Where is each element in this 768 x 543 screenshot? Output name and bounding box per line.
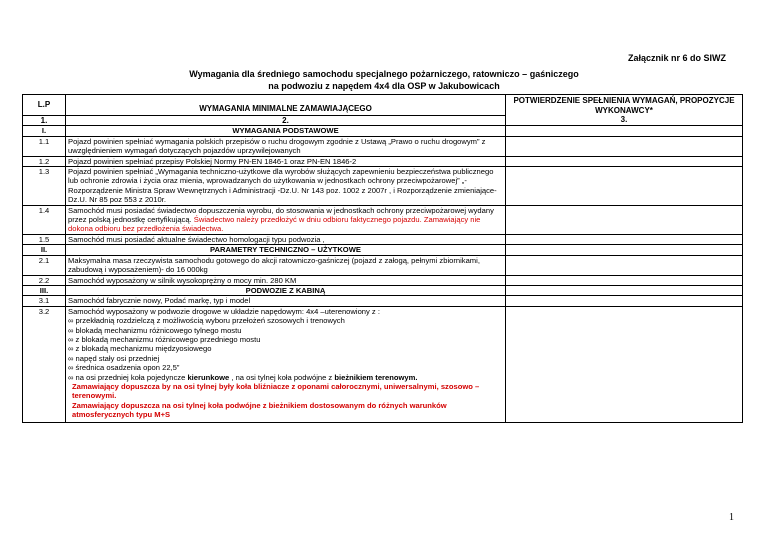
list-item: ∞ napęd stały osi przedniej — [68, 353, 160, 363]
section-title: WYMAGANIA PODSTAWOWE — [66, 126, 506, 136]
list-item: ∞ na osi przedniej koła pojedyncze kierunkowe , na osi tylnej koła podwójne z bieżnikiem terenowym. — [68, 372, 418, 382]
section-row — [23, 126, 743, 136]
table-row — [23, 306, 743, 422]
requirements-table — [22, 94, 743, 423]
row-number: 1.3 — [23, 167, 66, 206]
answer-cell[interactable] — [506, 306, 743, 422]
row-number: 1.5 — [23, 234, 66, 244]
row-requirement — [66, 306, 506, 422]
bullet-icon: ∞ — [68, 344, 74, 354]
answer-cell[interactable] — [506, 156, 743, 166]
allowance-note-2: Zamawiający dopuszcza na osi tylnej koła podwójne z bieżnikiem dostosowanym do różnych warunków atmosferycznych typu M+S — [72, 400, 447, 420]
page-number: 1 — [729, 512, 734, 523]
section-title: PODWOZIE Z KABINĄ — [66, 285, 506, 295]
row-requirement: Pojazd powinien spełniać „Wymagania techniczno-użytkowe dla wyrobów służących zapewnieniu bezpieczeństwa publicznego lub ochronie zdrowia i życia oraz mienia, wprowadzanych do użytkowania w jednostkach ochrony przeciwpożarowej” „-Rozporządzenie Ministra Spraw Wewnętrznych i Administracji -Dz.U. Nr 143 poz. 1002 z 2007r , i Rozporządzenie zmieniające-Dz.U. Nr 85 poz 553 z 2010r. — [66, 167, 506, 206]
row-number: 1.1 — [23, 136, 66, 156]
table-row — [23, 255, 743, 275]
list-item: ∞ blokadą mechanizmu różnicowego tylnego mostu — [68, 325, 242, 335]
bullet-icon: ∞ — [68, 372, 74, 382]
table-row — [23, 136, 743, 156]
row-requirement — [66, 205, 506, 234]
bullet-icon: ∞ — [68, 334, 74, 344]
answer-cell[interactable] — [506, 275, 743, 285]
certificate-note: Świadectwo należy przedłożyć w dniu odbioru faktycznego pojazdu. Zamawiający nie dokona odbioru bez przedłożenia świadectwa. — [68, 215, 481, 234]
bullet-icon: ∞ — [68, 363, 74, 373]
section-number: III. — [23, 285, 66, 295]
bullet-icon: ∞ — [68, 353, 74, 363]
section-row — [23, 245, 743, 255]
row-requirement: Pojazd powinien spełniać wymagania polskich przepisów o ruchu drogowym zgodnie z Ustawą „Prawo o ruchu drogowym” z uwzględnieniem wymagań dotyczących pojazdów uprzywilejowanych — [66, 136, 506, 156]
answer-cell[interactable] — [506, 167, 743, 206]
header-col1-number: 1. — [23, 116, 66, 126]
section-number: I. — [23, 126, 66, 136]
section-row — [23, 285, 743, 295]
table-row — [23, 234, 743, 244]
list-item: ∞ z blokadą mechanizmu różnicowego przedniego mostu — [68, 334, 261, 344]
bullet-icon: ∞ — [68, 325, 74, 335]
header-lp: L.P — [23, 95, 66, 116]
row-requirement: Samochód wyposażony w silnik wysokoprężny o mocy min. 280 KM — [66, 275, 506, 285]
header-confirmation — [506, 95, 743, 126]
answer-cell[interactable] — [506, 245, 743, 255]
answer-cell[interactable] — [506, 136, 743, 156]
row-requirement: Samochód fabrycznie nowy, Podać markę, typ i model — [66, 296, 506, 306]
answer-cell[interactable] — [506, 126, 743, 136]
header-requirements: WYMAGANIA MINIMALNE ZAMAWIAJĄCEGO — [66, 95, 506, 116]
row-requirement: Maksymalna masa rzeczywista samochodu gotowego do akcji ratowniczo-gaśniczej (pojazd z załogą, pełnymi zbiornikami, zabudową i wyposażeniem)- do 16 000kg — [66, 255, 506, 275]
row-requirement: Pojazd powinien spełniać przepisy Polskiej Normy PN-EN 1846-1 oraz PN-EN 1846-2 — [66, 156, 506, 166]
title-line-1: Wymagania dla średniego samochodu specjalnego pożarniczego, ratowniczo – gaśniczego — [189, 69, 579, 79]
table-row — [23, 205, 743, 234]
title-line-2: na podwoziu z napędem 4x4 dla OSP w Jakubowicach — [268, 81, 500, 91]
list-item: ∞ z blokadą mechanizmu międzyosiowego — [68, 344, 212, 354]
answer-cell[interactable] — [506, 296, 743, 306]
annex-label: Załącznik nr 6 do SIWZ — [627, 53, 726, 63]
answer-cell[interactable] — [506, 205, 743, 234]
answer-cell[interactable] — [506, 234, 743, 244]
header-col3-number: 3. — [620, 114, 628, 124]
header-col2-number: 2. — [66, 116, 506, 126]
section-title: PARAMETRY TECHNICZNO – UŻYTKOWE — [66, 245, 506, 255]
row-number: 3.1 — [23, 296, 66, 306]
certificate-text: Samochód musi posiadać świadectwo dopuszczenia wyrobu, do stosowania w jednostkach ochrony przeciwpożarowej wydany przez polską jednostkę certyfikującą. — [68, 205, 494, 225]
row-number: 2.1 — [23, 255, 66, 275]
row-requirement: Samochód musi posiadać aktualne świadectwo homologacji typu podwozia , — [66, 234, 506, 244]
list-item: ∞ przekładnią rozdzielczą z możliwością wyboru przełożeń szosowych i trenowych — [68, 316, 345, 326]
table-header-row — [23, 95, 743, 116]
header-confirmation-text: POTWIERDZENIE SPEŁNIENIA WYMAGAŃ, PROPOZYCJE WYKONAWCY* — [513, 96, 735, 115]
allowance-note-1: Zamawiający dopuszcza by na osi tylnej były koła bliźniacze z oponami całorocznymi, uniwersalnymi, szosowo – terenowymi. — [72, 381, 480, 401]
row-number: 2.2 — [23, 275, 66, 285]
table-row — [23, 156, 743, 166]
document-title — [0, 68, 768, 92]
table-row — [23, 296, 743, 306]
row-number: 1.2 — [23, 156, 66, 166]
answer-cell[interactable] — [506, 285, 743, 295]
chassis-intro: Samochód wyposażony w podwozie drogowe w układzie napędowym: 4x4 –uterenowiony z : — [68, 306, 380, 316]
section-number: II. — [23, 245, 66, 255]
bullet-icon: ∞ — [68, 316, 74, 326]
list-item: ∞ średnica osadzenia opon 22,5” — [68, 363, 180, 373]
row-number: 1.4 — [23, 205, 66, 234]
answer-cell[interactable] — [506, 255, 743, 275]
table-row — [23, 167, 743, 206]
table-row — [23, 275, 743, 285]
row-number: 3.2 — [23, 306, 66, 422]
